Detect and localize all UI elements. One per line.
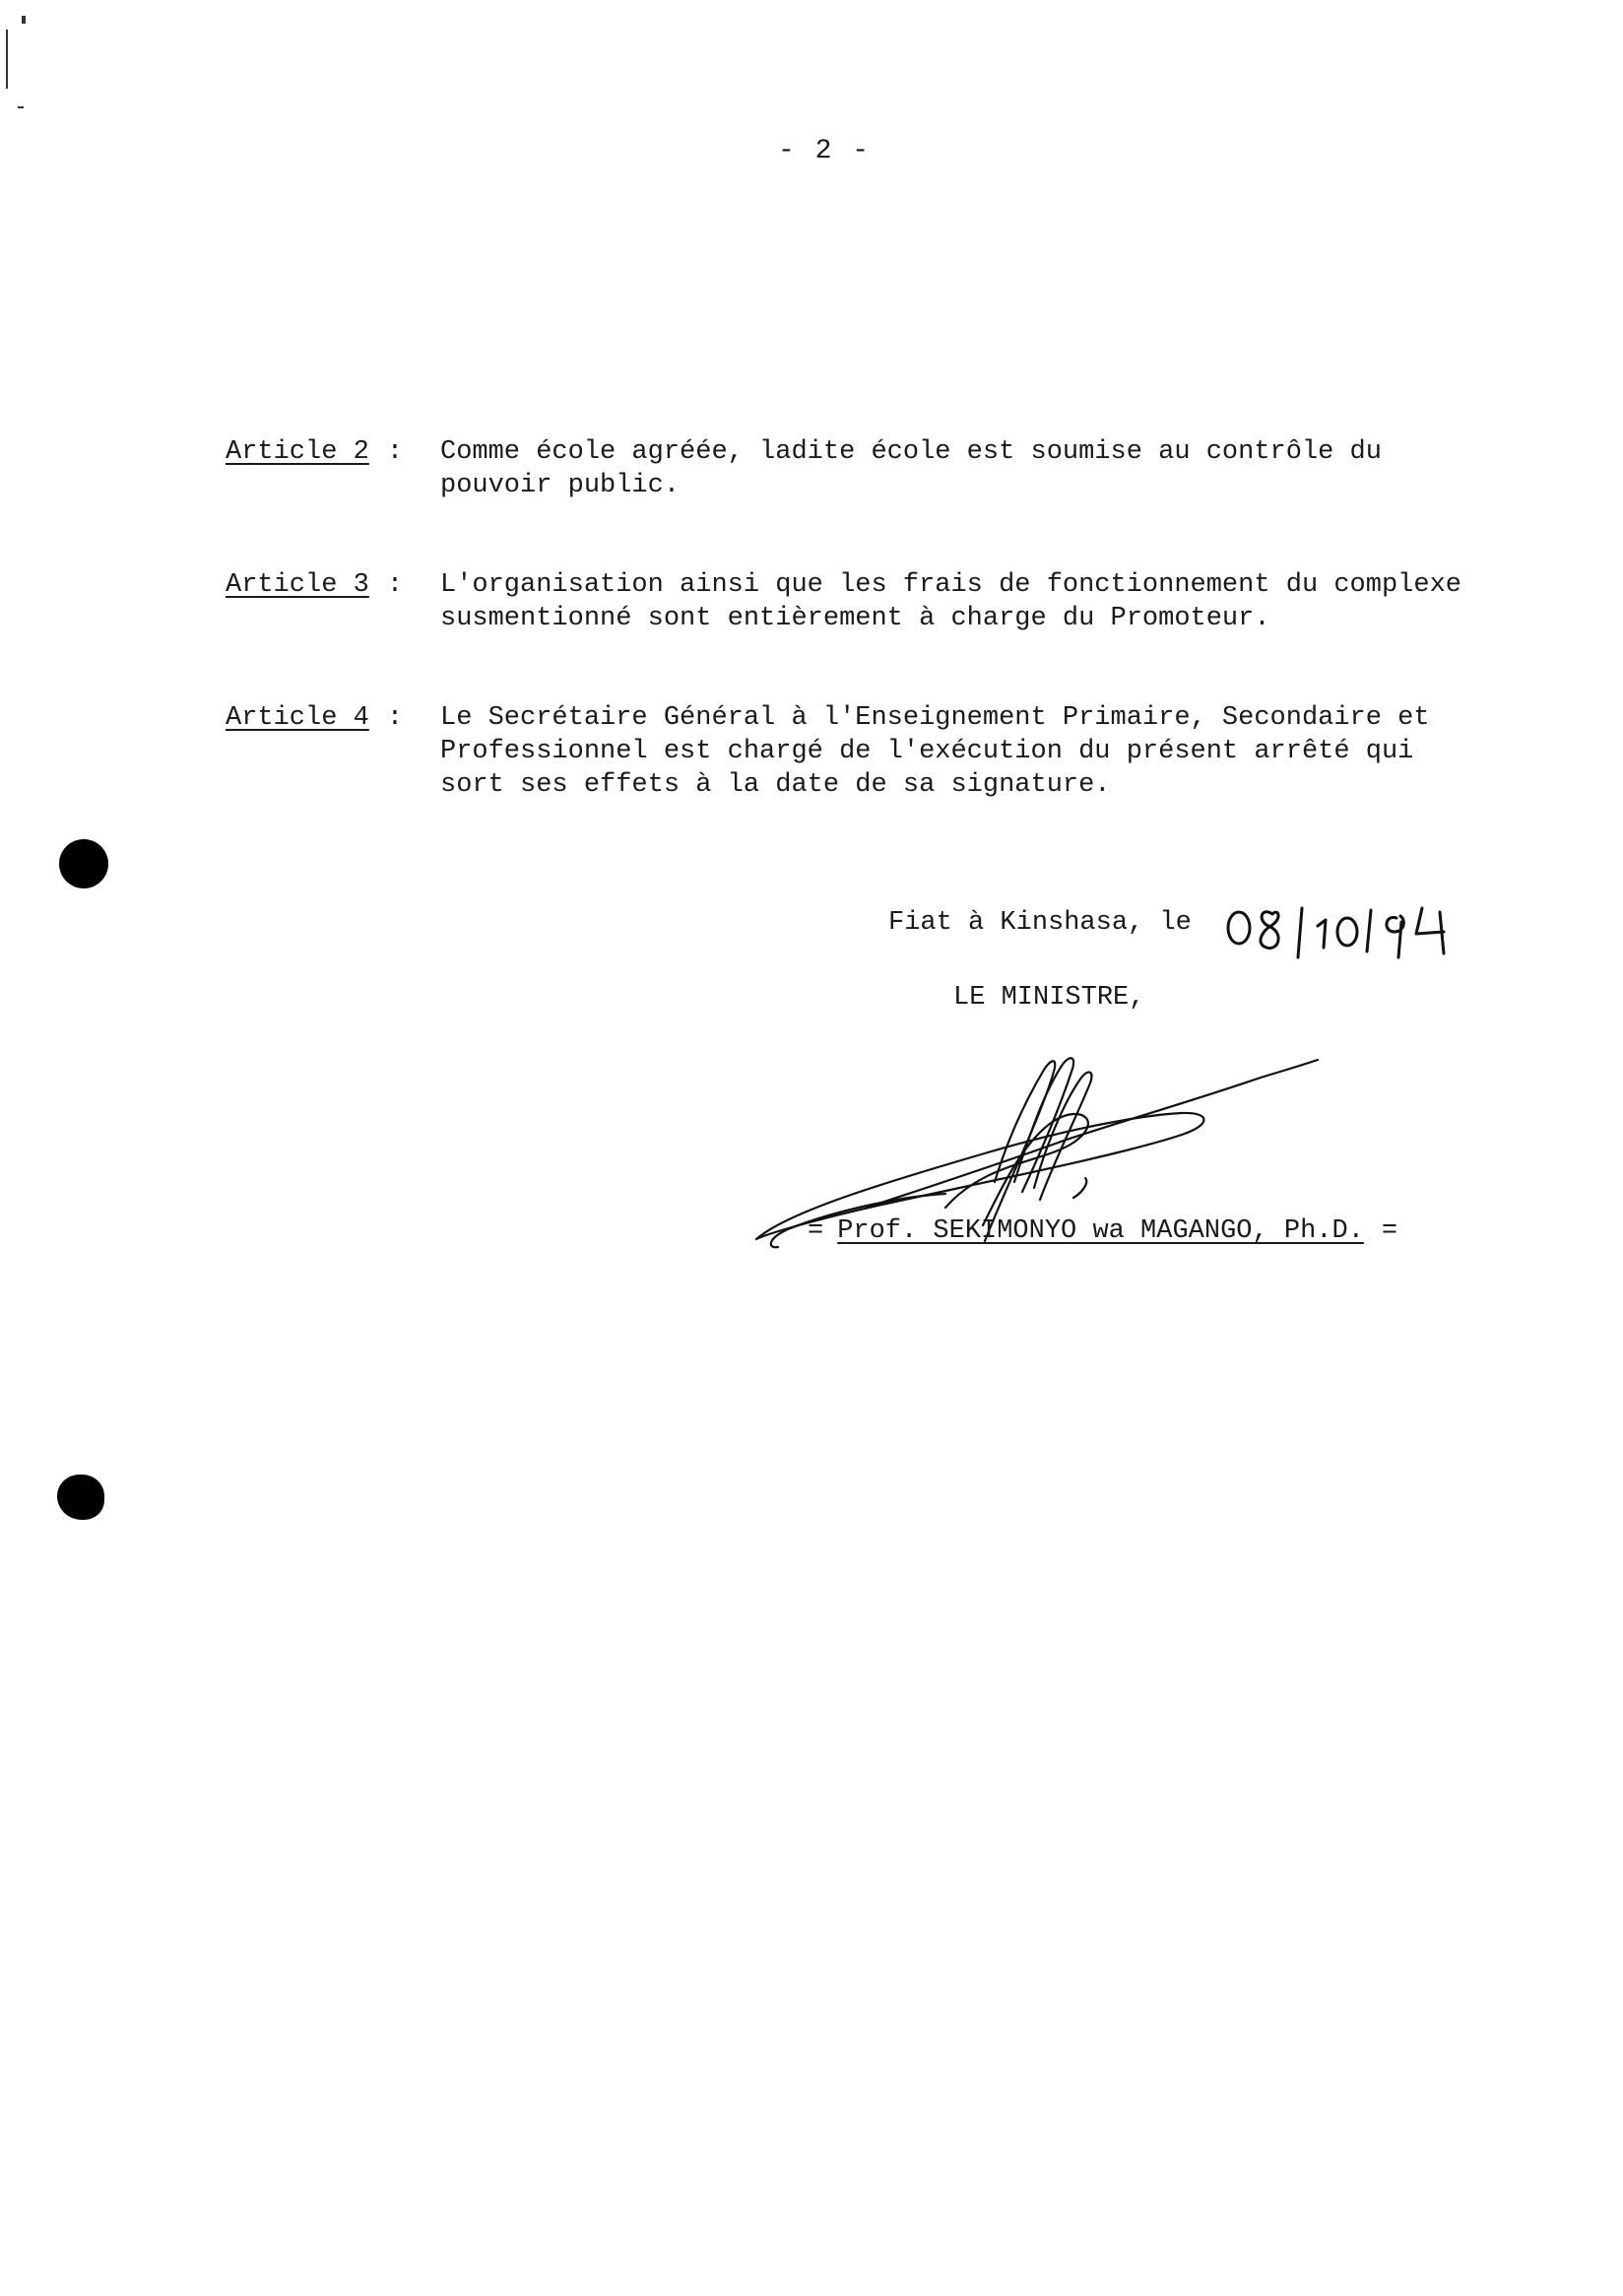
- article-line: pouvoir public.: [440, 471, 681, 500]
- signatory-suffix: =: [1381, 1216, 1398, 1246]
- article-label-text: Article 3: [226, 570, 369, 600]
- punch-hole: [59, 839, 108, 888]
- article-label-text: Article 2: [226, 437, 369, 467]
- page-number: - 2 -: [778, 136, 872, 166]
- article-label-text: Article 4: [226, 703, 369, 733]
- punch-hole: [57, 1475, 104, 1520]
- article-line: Le Secrétaire Général à l'Enseignement Primaire, Secondaire et: [440, 703, 1430, 733]
- article-separator: :: [386, 437, 404, 467]
- article-label: [226, 435, 403, 469]
- place-and-date: Fiat à Kinshasa, le: [888, 908, 1192, 938]
- article-body: [440, 568, 1533, 635]
- article-body: [440, 701, 1533, 802]
- article-line: Comme école agréée, ladite école est soumise au contrôle du: [440, 437, 1382, 467]
- signatory-block: [808, 1216, 1397, 1246]
- article-separator: :: [386, 703, 404, 733]
- article-separator: :: [386, 570, 404, 600]
- article-line: sort ses effets à la date de sa signature.: [440, 770, 1111, 800]
- article-label: [226, 568, 403, 602]
- signatory-name: Prof. SEKIMONYO wa MAGANGO, Ph.D.: [837, 1216, 1364, 1246]
- minister-title: LE MINISTRE,: [953, 983, 1145, 1013]
- margin-mark: [6, 30, 8, 89]
- handwritten-date: [1221, 892, 1467, 961]
- article-body: [440, 435, 1533, 502]
- margin-mark: [18, 106, 24, 108]
- margin-mark: [22, 16, 26, 24]
- signatory-prefix: =: [808, 1216, 824, 1246]
- article-label: [226, 701, 403, 735]
- article-line: susmentionné sont entièrement à charge du Promoteur.: [440, 604, 1270, 633]
- article-line: Professionnel est chargé de l'exécution du présent arrêté qui: [440, 737, 1414, 766]
- article-line: L'organisation ainsi que les frais de fonctionnement du complexe: [440, 570, 1461, 600]
